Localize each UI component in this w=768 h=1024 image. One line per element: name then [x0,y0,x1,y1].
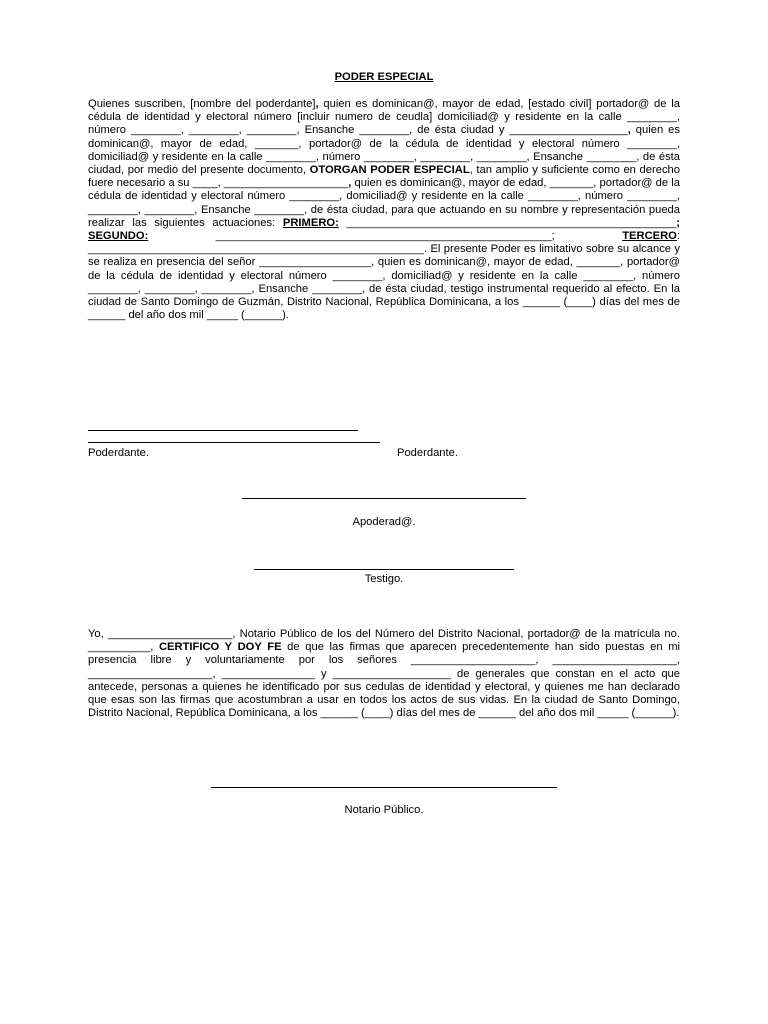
paragraph1-run: , [315,98,319,110]
paragraph1-run: SEGUNDO: [88,230,149,243]
paragraph1-run: _____________________________________________________ [338,216,677,229]
paragraph2-run: Yo, ____________________, Notario Público de los del Número del Distrito Nacional, portador@ de la matrícula no. __________, [88,628,680,654]
signature-line-notario [211,787,557,788]
signature-line-poderdante-2 [88,442,380,443]
power-of-attorney-body [88,98,680,322]
paragraph1-run: ; [676,216,681,229]
testigo-caption: Testigo. [364,573,404,585]
notary-certification-body [88,628,680,720]
document-title: PODER ESPECIAL [334,71,434,83]
paragraph1-run: OTORGAN PODER ESPECIAL [309,164,470,177]
paragraph1-run: : ______________________________________________________. El presente Poder es limitativo sobre su alcance y se realiza en presencia del señor __________________, quien es dominican@, mayor de edad, _______, portador@ de la cédula de identidad y electoral número ________, domiciliad@ y residente en la calle ________, número ________, ________, ________, Ensanche ________, de ésta ciudad, testigo instrumental requerido al efecto. En la ciudad de Santo Domingo de Guzmán, Distrito Nacional, República Dominicana, a los ______ (____) días del mes de ______ del año dos mil _____ (______). [88,230,680,322]
poderdante-caption-left: Poderdante. [88,447,149,459]
paragraph1-run: PRIMERO: [282,216,339,229]
poderdante-caption-right: Poderdante. [397,447,458,459]
paragraph1-run: ______________________________________________________; [148,230,623,243]
paragraph1-run: quien es dominican@, mayor de edad, [estado civil] portador@ de la cédula de identidad y electoral número [incluir numero de ceudla] domiciliad@ y residente en la calle ________, número ________, ________, ________, Ensanche ________, de ésta ciudad y ___________________ [88,98,680,137]
signature-line-testigo [254,569,514,570]
paragraph1-run: , [627,124,631,137]
paragraph1-run: , tan amplio y suficiente como en derecho fuere necesario a su ____, ____________________ [88,164,680,190]
paragraph2-run: de que las firmas que aparecen precedentemente han sido puestas en mi presencia libre y voluntariamente por los señores ____________________, ____________________, ____________________, _______________ y ___________________ de generales que constan en el acto que antecede, personas a quienes he identificado por sus cedulas de identidad y electoral, y quienes me han declarado que esas son las firmas que acostumbran a usar en todos los actos de sus vidas. En la ciudad de Santo Domingo, Distrito Nacional, República Dominicana, a los ______ (____) días del mes de ______ del año dos mil _____ (______). [88,641,680,720]
paragraph1-run: quien es dominican@, mayor de edad, _______, portador@ de la cédula de identidad y electoral número ________, domiciliad@ y residente en la calle ________, número ________, ________, ________, Ensanche ________, de ésta ciudad, por medio del presente documento, [88,124,681,177]
paragraph2-run: CERTIFICO Y DOY FE [158,641,282,654]
signature-line-apoderado [242,498,526,499]
notario-caption: Notario Público. [344,804,424,816]
paragraph1-run: , [348,177,352,190]
apoderado-caption: Apoderad@. [352,516,416,528]
paragraph1-run: quien es dominican@, mayor de edad, _______, portador@ de la cédula de identidad y electoral número ________, domiciliad@ y residente en la calle ________, número ________, ________, ________, Ensanche ________, de ésta ciudad, para que actuando en su nombre y representación pueda realizar las siguientes actuaciones: [88,177,680,229]
signature-line-poderdante-1 [88,430,358,431]
paragraph1-run: TERCERO [622,230,677,243]
paragraph1-run: Quienes suscriben, [nombre del poderdante] [88,98,316,110]
